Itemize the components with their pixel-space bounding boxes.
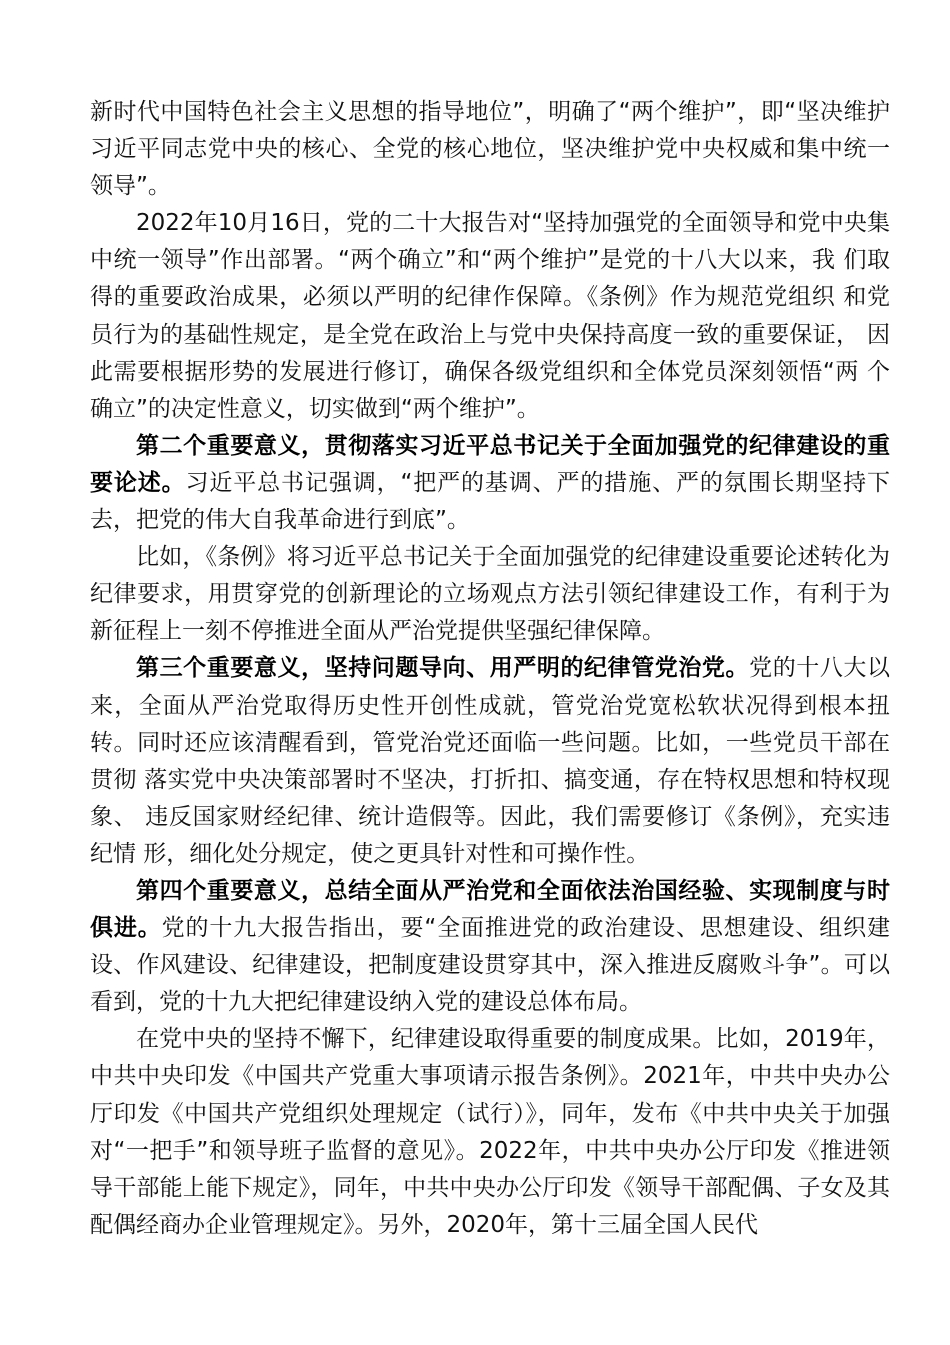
paragraph-5 xyxy=(90,650,890,873)
paragraph-1-text: 新时代中国特色社会主义思想的指导地位”，明确了“两个维护”，即“坚决维护习近平同志党中央的核心、全党的核心地位，坚决维护党中央权威和集中统一领导”。 xyxy=(90,99,890,200)
document-body xyxy=(90,94,890,1244)
paragraph-3-text: 习近平总书记强调，“把严的基调、严的措施、严的氛围长期坚持下去，把党的伟大自我革命进行到底”。 xyxy=(90,469,891,534)
paragraph-4-text: 比如，《条例》将习近平总书记关于全面加强党的纪律建设重要论述转化为纪律要求，用贯穿党的创新理论的立场观点方法引领纪律建设工作，有利于为新征程上一刻不停推进全面从严治党提供坚强纪律保障。 xyxy=(90,544,890,645)
paragraph-4 xyxy=(90,539,890,650)
paragraph-6-bold-lead: 第四个重要意义，总结全面从严治党和全面依法治国经验、实现制度与时俱进。 xyxy=(90,877,890,942)
paragraph-2-text: 2022年10月16日，党的二十大报告对“坚持加强党的全面领导和党中央集中统一领导”作出部署。“两个确立”和“两个维护”是党的十八大以来，我 们取得的重要政治成果，必须以严明的纪律作保障。《条例》作为规范党组织 和党员行为的基础性规定，是全党在政治上与党中央保持高度一致的重要保证， 因此需要根据形势的发展进行修订，确保各级党组织和全体党员深刻领悟“两 个确立”的决定性意义，切实做到“两个维护”。 xyxy=(90,210,890,422)
paragraph-3 xyxy=(90,428,890,539)
paragraph-5-bold-lead: 第三个重要意义，坚持问题导向、用严明的纪律管党治党。 xyxy=(136,655,750,682)
paragraph-5-text: 党的十八大以来，全面从严治党取得历史性开创性成就，管党治党宽松软状况得到根本扭转。同时还应该清醒看到，管党治党还面临一些问题。比如，一些党员干部在贯彻 落实党中央决策部署时不坚决，打折扣、搞变通，存在特权思想和特权现象、 违反国家财经纪律、统计造假等。因此，我们需要修订《条例》，充实违纪情 形，细化处分规定，使之更具针对性和可操作性。 xyxy=(90,655,891,867)
paragraph-1 xyxy=(90,94,890,205)
paragraph-2 xyxy=(90,205,890,428)
paragraph-7 xyxy=(90,1021,890,1244)
paragraph-7-text: 在党中央的坚持不懈下，纪律建设取得重要的制度成果。比如，2019年， 中共中央印发《中国共产党重大事项请示报告条例》。2021年，中共中央办公厅印发《中国共产党组织处理规定（试行）》，同年，发布《中共中央关于加强对“一把手”和领导班子监督的意见》。2022年，中共中央办公厅印发《推进领导干部能上能下规定》，同年，中共中央办公厅印发《领导干部配偶、子女及其配偶经商办企业管理规定》。另外，2020年，第十三届全国人民代 xyxy=(90,1026,890,1238)
paragraph-3-bold-lead: 第二个重要意义，贯彻落实习近平总书记关于全面加强党的纪律建设的重要论述。 xyxy=(90,432,890,496)
paragraph-6 xyxy=(90,873,890,1021)
paragraph-6-text: 党的十九大报告指出，要“全面推进党的政治建设、思想建设、组织建设、作风建设、纪律建设，把制度建设贯穿其中，深入推进反腐败斗争”。可以看到，党的十九大把纪律建设纳入党的建设总体布局。 xyxy=(90,915,891,1016)
